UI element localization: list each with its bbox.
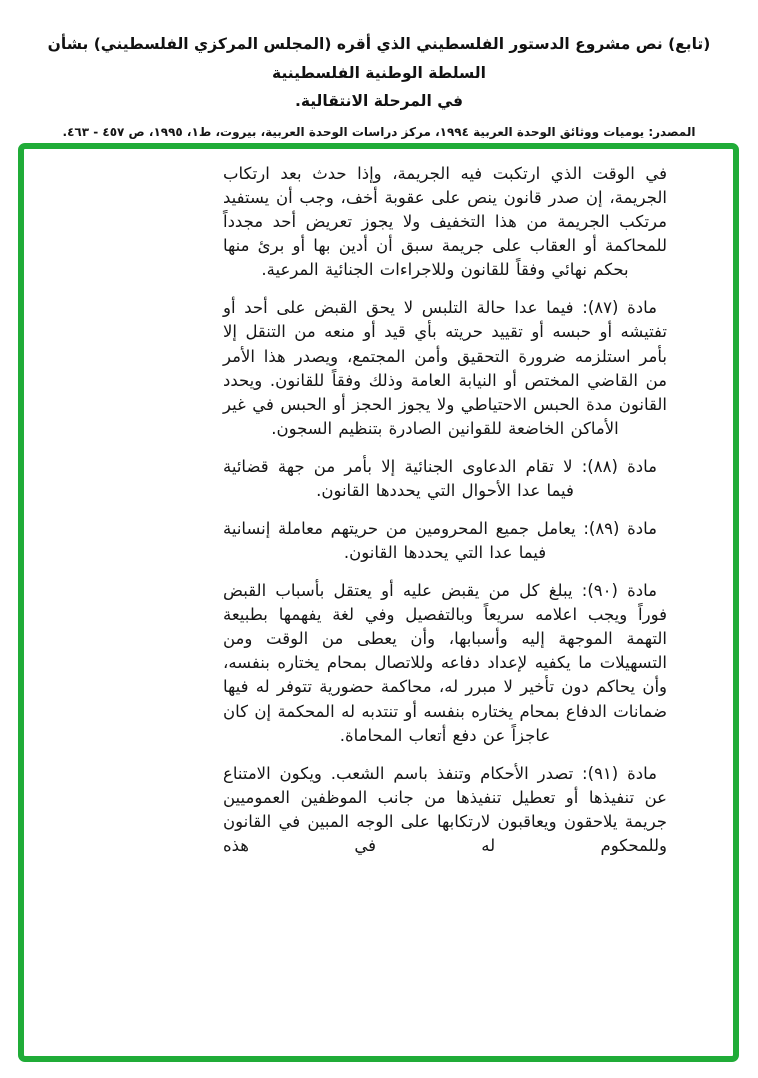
article-91-paragraph: مادة (٩١): تصدر الأحكام وتنفذ باسم الشعب. ويكون الامتناع عن تنفيذها أو تعطيل تنفيذها من جانب الموظفين العموميين جريمة يلاحقون ويعاقبون لارتكابها على الوجه المبين في القانون وللمحكوم له في هذه [223,763,667,855]
article-88-paragraph: مادة (٨٨): لا تقام الدعاوى الجنائية إلا بأمر من جهة قضائية فيما عدا الأحوال التي يحددها القانون. [223,456,657,500]
source-citation: المصدر: يوميات ووثائق الوحدة العربية ١٩٩٤، مركز دراسات الوحدة العربية، بيروت، ط١، ١٩٩٥، ص ٤٥٧ - ٤٦٣. [62,125,696,140]
body-text-column [223,162,667,872]
article-87-paragraph: مادة (٨٧): فيما عدا حالة التلبس لا يحق القبض على أحد أو تفتيشه أو حبسه أو تقييد حريته بأي قيد أو منعه من التنقل إلا بأمر استلزمه ضرورة التحقيق وأمن المجتمع، ويصدر هذا الأمر من القاضي المختص أو النيابة العامة وذلك وفقاً للقانون. ويحدد القانون مدة الحبس الاحتياطي ولا يجوز الحجز أو الحبس في غير الأماكن الخاضعة للقوانين الصادرة بتنظيم السجون. [223,298,667,438]
continuation-paragraph: في الوقت الذي ارتكبت فيه الجريمة، وإذا حدث بعد ارتكاب الجريمة، إن صدر قانون ينص على عقوبة أخف، وجب أن يستفيد مرتكب الجريمة من هذا التخفيف ولا يجوز تعريض أحد مجدداً للمحاكمة أو العقاب على جريمة سبق أن أدين بها أو برئ منها بحكم نهائي وفقاً للقانون وللاجراءات الجنائية المرعية. [223,164,667,280]
document-title-line2: في المرحلة الانتقالية. [294,92,464,111]
article-90-paragraph: مادة (٩٠): يبلغ كل من يقبض عليه أو يعتقل بأسباب القبض فوراً ويجب اعلامه سريعاً وبالتفصيل وفي لغة يفهمها بطبيعة التهمة الموجهة إليه وأسبابها، وأن يعطى من الوقت ومن التسهيلات ما يكفيه لإعداد دفاعه وللاتصال بمحام يختاره بنفسه، وأن يحاكم دون تأخير لا مبرر له، محاكمة حضورية تتوفر له فيها ضمانات الدفاع بمحام يختاره بنفسه أو تنتدبه له المحكمة إن كان عاجزاً عن دفع أتعاب المحاماة. [223,581,667,745]
article-89-paragraph: مادة (٨٩): يعامل جميع المحرومين من حريتهم معاملة إنسانية فيما عدا التي يحددها القانون. [223,519,657,563]
document-title-line1: (تابع) نص مشروع الدستور الفلسطيني الذي أقره (المجلس المركزي الفلسطيني) بشأن السلطة الوطنية الفلسطينية [47,35,711,82]
document-header [0,0,758,139]
green-highlight-frame [18,143,739,1062]
